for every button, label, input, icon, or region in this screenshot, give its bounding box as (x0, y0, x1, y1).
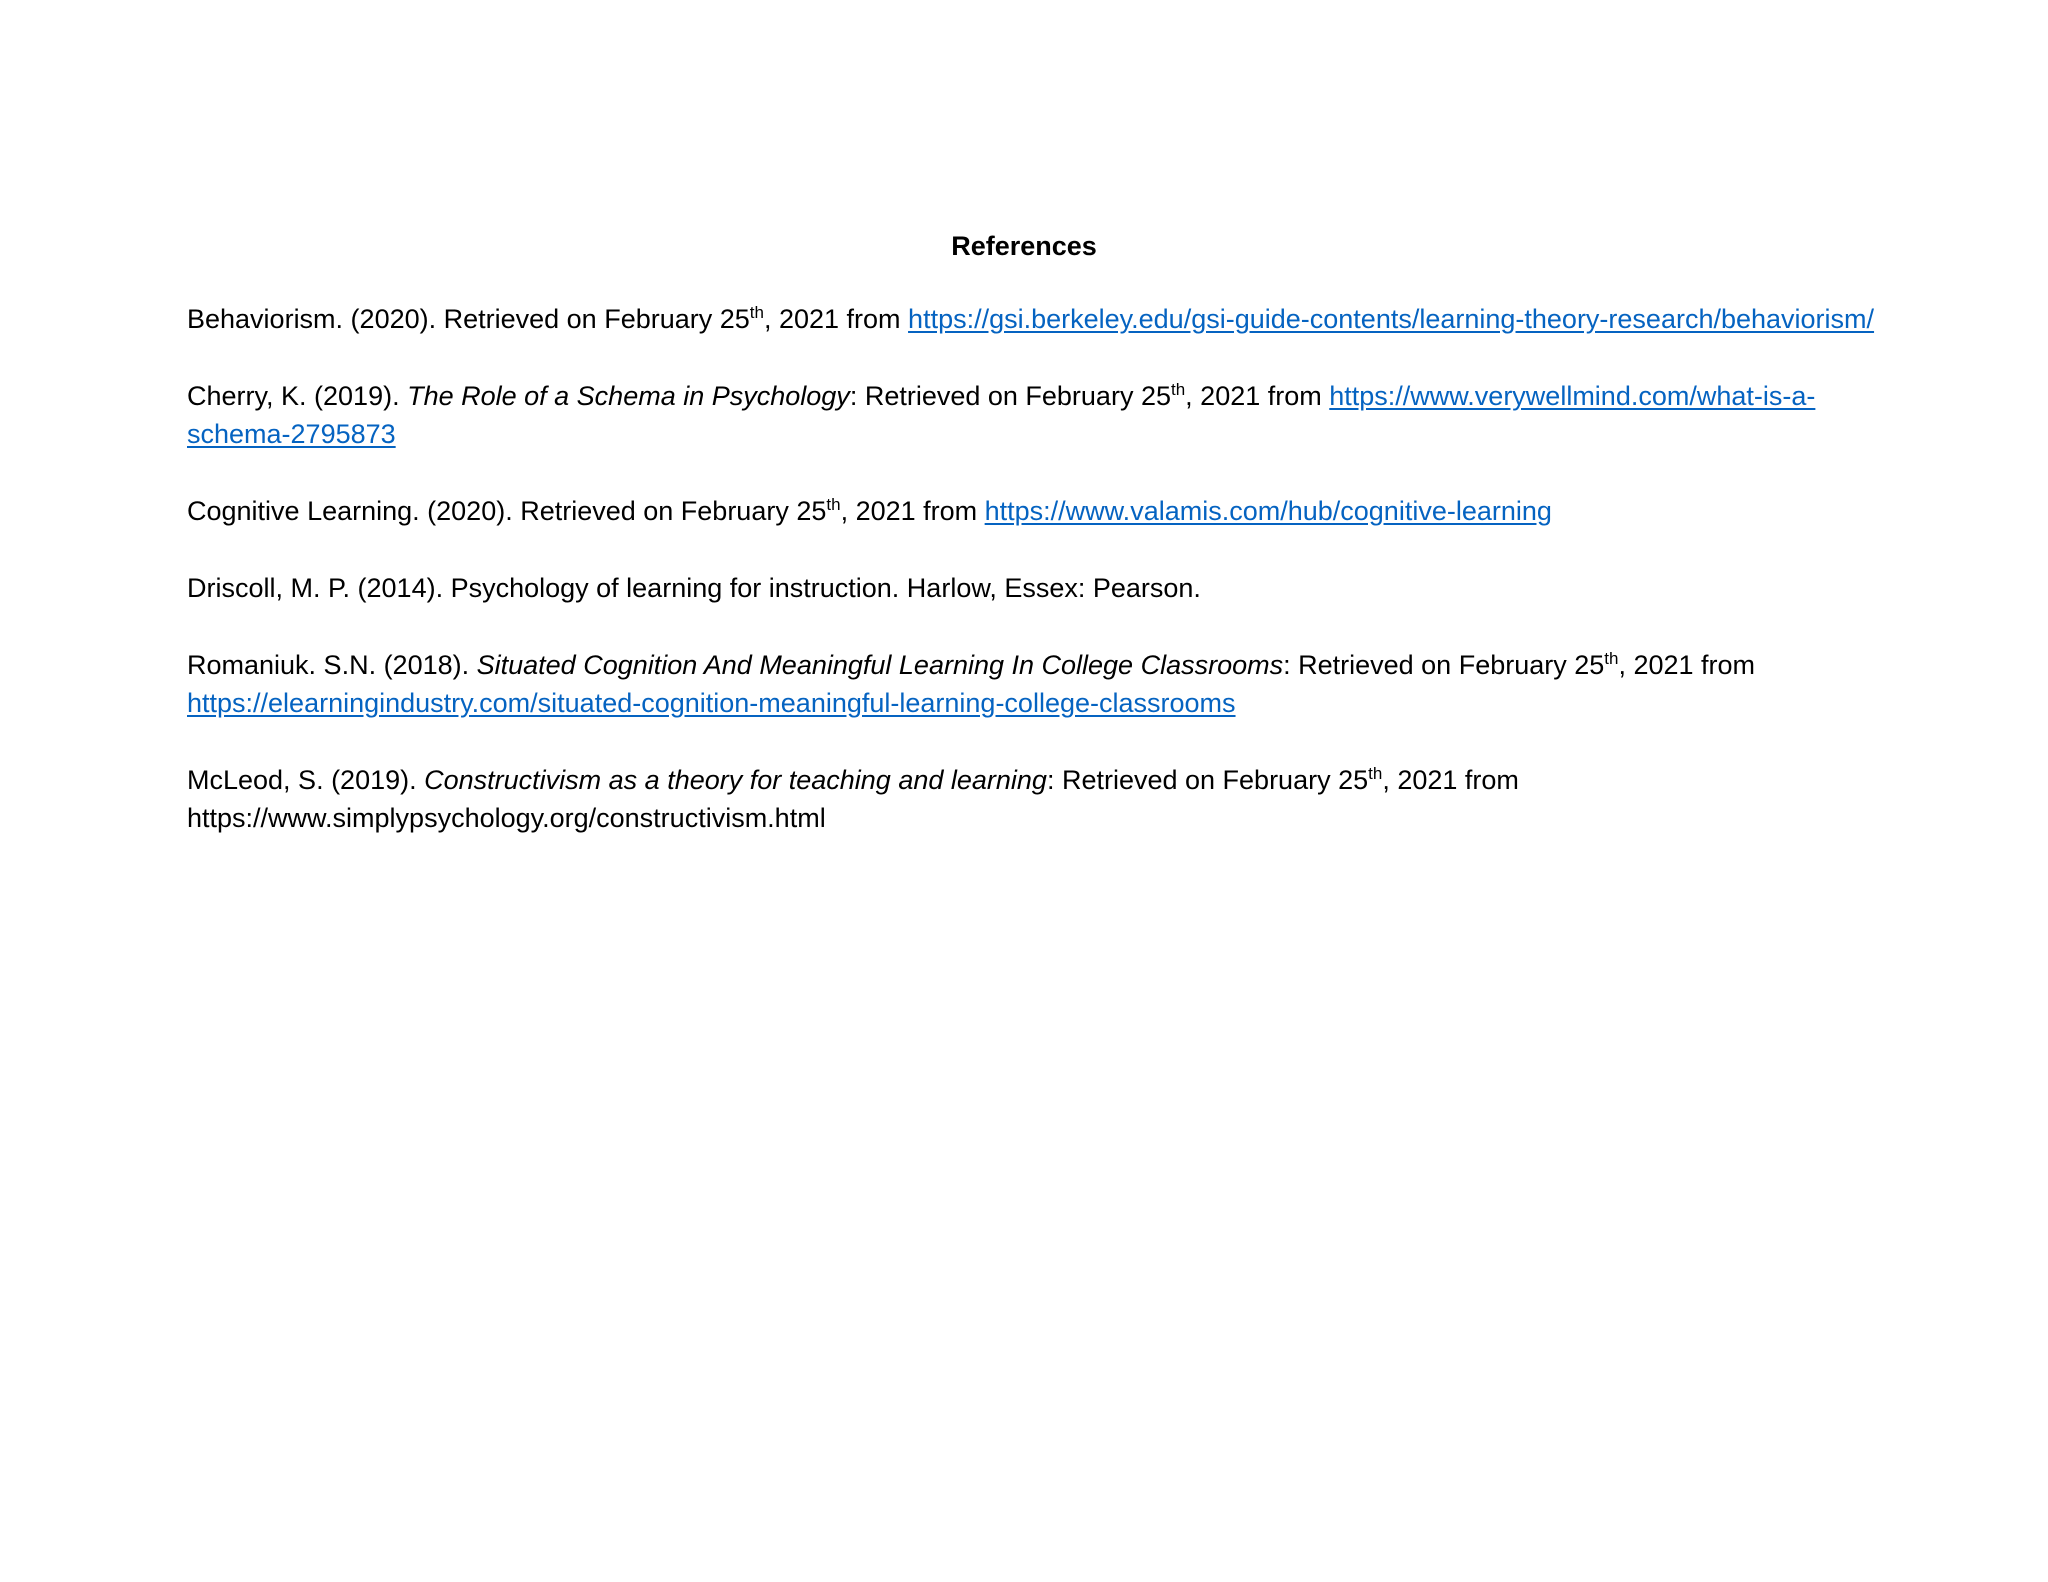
page-title: References (951, 231, 1097, 261)
reference-year-from: , 2021 from (763, 304, 909, 334)
reference-retrieved: Retrieved on February 25 (443, 304, 750, 334)
reference-author-date: Cognitive Learning. (2020). (187, 496, 521, 526)
reference-link[interactable]: https://www.valamis.com/hub/cognitive-learning (984, 496, 1552, 526)
reference-title: Constructivism as a theory for teaching and learning (424, 765, 1047, 795)
reference-plain-url: https://www.simplypsychology.org/constructivism.html (187, 803, 826, 833)
reference-retrieved: : Retrieved on February 25 (1283, 650, 1605, 680)
reference-author-date: McLeod, S. (2019). (187, 765, 425, 795)
reference-year-from: , 2021 from (1382, 765, 1519, 795)
reference-entry (187, 761, 1887, 837)
reference-author-date: Behaviorism. (2020). (187, 304, 444, 334)
reference-author-date: Driscoll, M. P. (2014). Psychology of learning for instruction. Harlow, Essex: Pearson. (187, 573, 1201, 603)
reference-author-date: Cherry, K. (2019). (187, 381, 408, 411)
reference-author-date: Romaniuk. S.N. (2018). (187, 650, 477, 680)
reference-retrieved: Retrieved on February 25 (520, 496, 827, 526)
reference-entry (187, 646, 1887, 722)
reference-retrieved: : Retrieved on February 25 (1046, 765, 1369, 795)
reference-entry (187, 492, 1887, 530)
reference-list (187, 300, 1887, 876)
reference-ordinal-suffix: th (1368, 764, 1383, 783)
reference-year-from: , 2021 from (1618, 650, 1756, 680)
reference-link[interactable]: https://elearningindustry.com/situated-cognition-meaningful-learning-college-classrooms (187, 688, 1236, 718)
reference-title: Situated Cognition And Meaningful Learning In College Classrooms (476, 650, 1284, 680)
reference-link[interactable]: https://www.verywellmind.com/what-is-a-schema-2795873 (187, 381, 1816, 449)
reference-ordinal-suffix: th (1604, 649, 1619, 668)
reference-link[interactable]: https://gsi.berkeley.edu/gsi-guide-contents/learning-theory-research/behaviorism/ (908, 304, 1875, 334)
reference-entry (187, 300, 1887, 338)
reference-ordinal-suffix: th (749, 303, 764, 322)
reference-retrieved: : Retrieved on February 25 (849, 381, 1171, 411)
reference-year-from: , 2021 from (1185, 381, 1330, 411)
reference-title: The Role of a Schema in Psychology (407, 381, 850, 411)
reference-ordinal-suffix: th (1170, 380, 1186, 399)
reference-entry (187, 569, 1887, 607)
reference-entry (187, 377, 1887, 453)
reference-ordinal-suffix: th (826, 495, 841, 514)
reference-year-from: , 2021 from (840, 496, 985, 526)
